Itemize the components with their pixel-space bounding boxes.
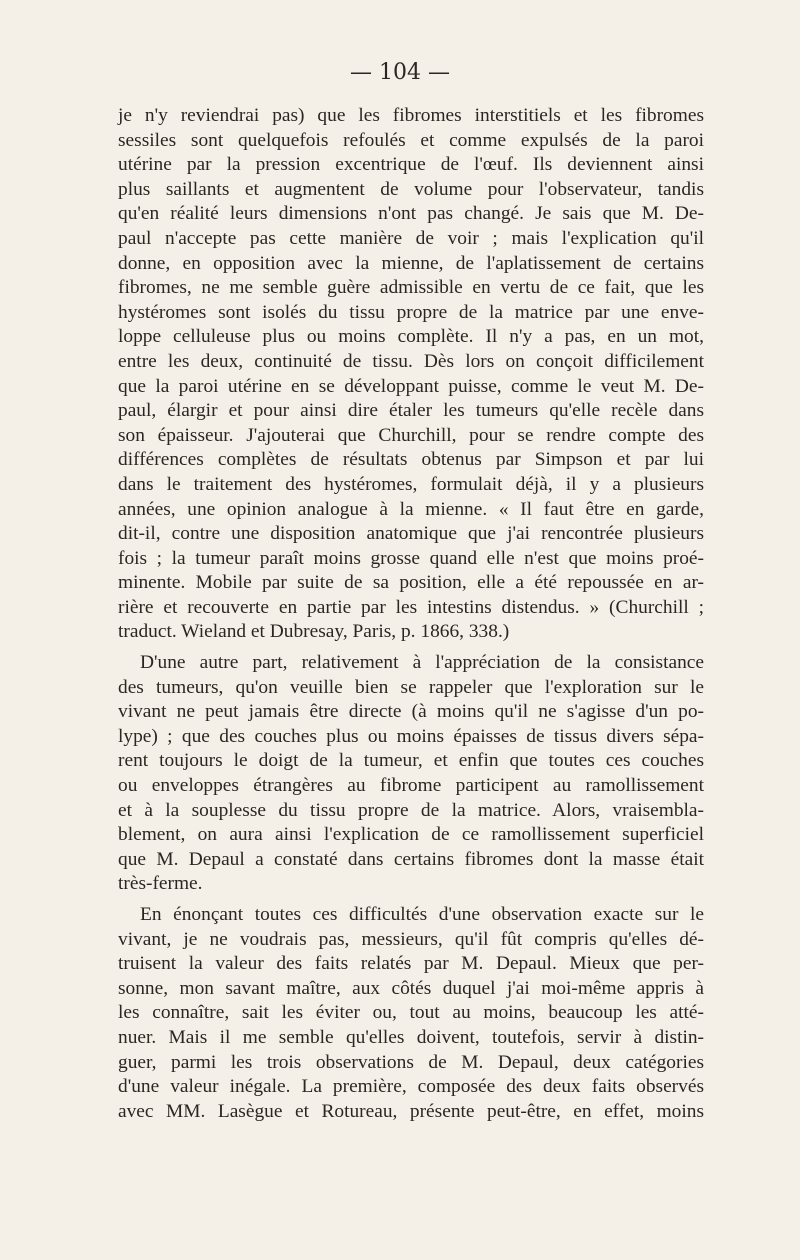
text-line: et à la souplesse du tissu propre de la matrice. Alors, vraisembla- [118, 799, 704, 821]
paragraph [118, 651, 704, 897]
text-line: rent toujours le doigt de la tumeur, et enfin que toutes ces couches [118, 750, 704, 772]
text-line: utérine par la pression excentrique de l'œuf. Ils deviennent ainsi [118, 154, 704, 176]
text-line: minente. Mobile par suite de sa position, elle a été repoussée en ar- [118, 572, 704, 594]
page-number: — 104 — [350, 60, 450, 85]
text-line: D'une autre part, relativement à l'appréciation de la consistance [140, 652, 704, 674]
text-line: blement, on aura ainsi l'explication de ce ramollissement superficiel [118, 824, 704, 846]
text-line: rière et recouverte en partie par les intestins distendus. » (Churchill ; [118, 596, 704, 618]
text-line: que la paroi utérine en se développant puisse, comme le veut M. De- [118, 375, 704, 397]
text-line: son épaisseur. J'ajouterai que Churchill, pour se rendre compte des [118, 424, 704, 446]
text-line: fibromes, ne me semble guère admissible en vertu de ce fait, que les [118, 277, 704, 299]
text-line: dans le traitement des hystéromes, formulait déjà, il y a plusieurs [118, 473, 704, 495]
text-line: avec MM. Lasègue et Rotureau, présente peut-être, en effet, moins [118, 1100, 704, 1122]
text-line: paul, élargir et pour ainsi dire étaler les tumeurs qu'elle recèle dans [118, 400, 704, 422]
text-line: loppe celluleuse plus ou moins complète. Il n'y a pas, en un mot, [118, 326, 704, 348]
text-line: sessiles sont quelquefois refoulés et comme expulsés de la paroi [118, 129, 704, 151]
paragraph [118, 903, 704, 1124]
text-line: donne, en opposition avec la mienne, de l'aplatissement de certains [118, 252, 704, 274]
paragraph [118, 104, 704, 645]
text-line: paul n'accepte pas cette manière de voir ; mais l'explication qu'il [118, 227, 704, 249]
text-line: différences complètes de résultats obtenus par Simpson et par lui [118, 449, 704, 471]
text-line: lype) ; que des couches plus ou moins épaisses de tissus divers sépa- [118, 725, 704, 747]
text-line: traduct. Wieland et Dubresay, Paris, p. 1866, 338.) [118, 621, 510, 643]
text-line: des tumeurs, qu'on veuille bien se rappeler que l'exploration sur le [118, 676, 704, 698]
text-line: entre les deux, continuité de tissu. Dès lors on conçoit difficilement [118, 350, 704, 372]
text-line: que M. Depaul a constaté dans certains fibromes dont la masse était [118, 848, 704, 870]
text-line: années, une opinion analogue à la mienne. « Il faut être en garde, [118, 498, 704, 520]
text-line: qu'en réalité leurs dimensions n'ont pas changé. Je sais que M. De- [118, 203, 704, 225]
text-line: les connaître, sait les éviter ou, tout au moins, beaucoup les atté- [118, 1002, 704, 1024]
text-line: plus saillants et augmentent de volume pour l'observateur, tandis [118, 178, 704, 200]
text-line: vivant ne peut jamais être directe (à moins qu'il ne s'agisse d'un po- [118, 701, 704, 723]
text-line: guer, parmi les trois observations de M. Depaul, deux catégories [118, 1051, 704, 1073]
text-line: vivant, je ne voudrais pas, messieurs, qu'il fût compris qu'elles dé- [118, 928, 704, 950]
text-line: hystéromes sont isolés du tissu propre de la matrice par une enve- [118, 301, 704, 323]
text-line: sonne, mon savant maître, aux côtés duquel j'ai moi-même appris à [118, 977, 704, 999]
text-line: je n'y reviendrai pas) que les fibromes interstitiels et les fibromes [118, 105, 704, 126]
text-line: En énonçant toutes ces difficultés d'une observation exacte sur le [140, 904, 704, 925]
text-line: d'une valeur inégale. La première, composée des deux faits observés [118, 1076, 704, 1098]
text-line: ou enveloppes étrangères au fibrome participent au ramollissement [118, 775, 704, 797]
body-text [118, 104, 704, 1124]
text-line: nuer. Mais il me semble qu'elles doivent, toutefois, servir à distin- [118, 1026, 704, 1048]
text-line: truisent la valeur des faits relatés par M. Depaul. Mieux que per- [118, 953, 704, 975]
text-line: fois ; la tumeur paraît moins grosse quand elle n'est que moins proé- [118, 547, 704, 569]
text-line: dit-il, contre une disposition anatomique que j'ai rencontrée plusieurs [118, 523, 704, 545]
text-line: très-ferme. [118, 873, 203, 895]
